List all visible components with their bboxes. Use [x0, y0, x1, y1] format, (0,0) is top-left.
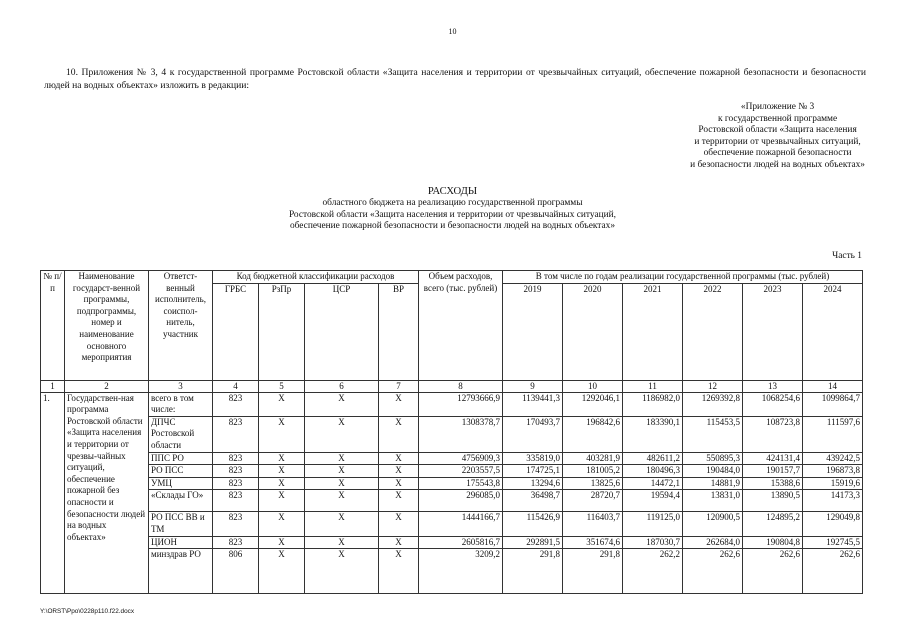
rzpr-cell: X — [259, 490, 305, 512]
executor-cell: УМЦ — [149, 477, 213, 490]
col-header-year: 2023 — [743, 283, 803, 380]
appendix-line: и безопасности людей на водных объектах» — [690, 159, 865, 170]
table-row — [41, 392, 863, 416]
appendix-caption — [690, 102, 865, 172]
col-header-budget-code: Код бюджетной классификации расходов — [213, 271, 419, 284]
year-value-cell: 424131,4 — [743, 452, 803, 465]
year-value-cell: 1068254,6 — [743, 392, 803, 416]
year-value-cell: 129049,8 — [803, 512, 863, 536]
year-value-cell: 13825,6 — [563, 477, 623, 490]
total-cell: 12793666,9 — [419, 392, 503, 416]
col-header-total: Объем расходов, всего (тыс. рублей) — [419, 271, 503, 381]
table-row — [41, 452, 863, 465]
vr-cell: X — [379, 549, 419, 594]
column-index: 2 — [65, 380, 149, 392]
total-cell: 175543,8 — [419, 477, 503, 490]
csr-cell: X — [305, 477, 379, 490]
year-value-cell: 28720,7 — [563, 490, 623, 512]
grbs-cell: 823 — [213, 392, 259, 416]
year-value-cell: 335819,0 — [503, 452, 563, 465]
column-index: 1 — [41, 380, 65, 392]
csr-cell: X — [305, 512, 379, 536]
column-index: 14 — [803, 380, 863, 392]
csr-cell: X — [305, 452, 379, 465]
vr-cell: X — [379, 512, 419, 536]
year-value-cell: 262,2 — [623, 549, 683, 594]
year-value-cell: 111597,6 — [803, 416, 863, 452]
heading-line: областного бюджета на реализацию государственной программы — [322, 197, 583, 208]
expenses-table — [40, 270, 863, 594]
column-index: 11 — [623, 380, 683, 392]
vr-cell: X — [379, 452, 419, 465]
col-header-years: В том числе по годам реализации государственной программы (тыс. рублей) — [503, 271, 863, 284]
table-row — [41, 465, 863, 478]
header-row — [41, 271, 863, 284]
grbs-cell: 806 — [213, 549, 259, 594]
year-value-cell: 19594,4 — [623, 490, 683, 512]
executor-cell: РО ПСС — [149, 465, 213, 478]
table-row — [41, 490, 863, 512]
program-name: Государствен-ная программа Ростовской области «Защита населения и территории от чрезвы-чайных ситуаций, обеспечение пожарной без опасности и безопасности людей на водных объектах» — [65, 392, 149, 594]
rzpr-cell: X — [259, 512, 305, 536]
total-cell: 4756909,3 — [419, 452, 503, 465]
vr-cell: X — [379, 536, 419, 549]
year-value-cell: 174725,1 — [503, 465, 563, 478]
csr-cell: X — [305, 536, 379, 549]
year-value-cell: 1186982,0 — [623, 392, 683, 416]
appendix-line: к государственной программе — [717, 113, 838, 124]
year-value-cell: 1292046,1 — [563, 392, 623, 416]
year-value-cell: 262,6 — [743, 549, 803, 594]
year-value-cell: 116403,7 — [563, 512, 623, 536]
year-value-cell: 170493,7 — [503, 416, 563, 452]
vr-cell: X — [379, 465, 419, 478]
column-index: 6 — [305, 380, 379, 392]
rzpr-cell: X — [259, 392, 305, 416]
year-value-cell: 108723,8 — [743, 416, 803, 452]
col-header-number: № п/п — [41, 271, 65, 381]
grbs-cell: 823 — [213, 536, 259, 549]
rzpr-cell: X — [259, 452, 305, 465]
column-index-row — [41, 380, 863, 392]
appendix-line: Ростовской области «Защита населения — [698, 125, 857, 136]
year-value-cell: 120900,5 — [683, 512, 743, 536]
row-number: 1. — [41, 392, 65, 594]
year-value-cell: 1099864,7 — [803, 392, 863, 416]
col-header-year: 2022 — [683, 283, 743, 380]
grbs-cell: 823 — [213, 465, 259, 478]
col-header-csr: ЦСР — [305, 283, 379, 380]
year-value-cell: 14173,3 — [803, 490, 863, 512]
heading-line: обеспечение пожарной безопасности и безопасности людей на водных объектах» — [289, 221, 616, 232]
column-index: 5 — [259, 380, 305, 392]
vr-cell: X — [379, 416, 419, 452]
vr-cell: X — [379, 490, 419, 512]
year-value-cell: 262,6 — [803, 549, 863, 594]
csr-cell: X — [305, 392, 379, 416]
heading-title: РАСХОДЫ — [427, 186, 478, 197]
column-index: 4 — [213, 380, 259, 392]
year-value-cell: 439242,5 — [803, 452, 863, 465]
year-value-cell: 262,6 — [683, 549, 743, 594]
executor-cell: ДПЧС Ростовской области — [149, 416, 213, 452]
grbs-cell: 823 — [213, 416, 259, 452]
column-index: 7 — [379, 380, 419, 392]
table-row — [41, 512, 863, 536]
table-body — [41, 392, 863, 594]
col-header-year: 2024 — [803, 283, 863, 380]
heading-line: Ростовской области «Защита населения и территории от чрезвычайных ситуаций, — [288, 209, 617, 220]
rzpr-cell: X — [259, 416, 305, 452]
col-header-year: 2019 — [503, 283, 563, 380]
total-cell: 296085,0 — [419, 490, 503, 512]
year-value-cell: 13890,5 — [743, 490, 803, 512]
col-header-name: Наименование государст-венной программы, подпрограммы, номер и наименование основного мероприятия — [65, 271, 149, 381]
grbs-cell: 823 — [213, 512, 259, 536]
year-value-cell: 262684,0 — [683, 536, 743, 549]
appendix-line: и территории от чрезвычайных ситуаций, — [694, 136, 861, 147]
column-index: 12 — [683, 380, 743, 392]
year-value-cell: 403281,9 — [563, 452, 623, 465]
year-value-cell: 196873,8 — [803, 465, 863, 478]
year-value-cell: 550895,3 — [683, 452, 743, 465]
year-value-cell: 351674,6 — [563, 536, 623, 549]
appendix-line: обеспечение пожарной безопасности — [703, 148, 852, 159]
executor-cell: ЦИОН — [149, 536, 213, 549]
rzpr-cell: X — [259, 549, 305, 594]
total-cell: 3209,2 — [419, 549, 503, 594]
vr-cell: X — [379, 477, 419, 490]
year-value-cell: 183390,1 — [623, 416, 683, 452]
vr-cell: X — [379, 392, 419, 416]
year-value-cell: 291,8 — [563, 549, 623, 594]
executor-cell: «Склады ГО» — [149, 490, 213, 512]
year-value-cell: 187030,7 — [623, 536, 683, 549]
year-value-cell: 1139441,3 — [503, 392, 563, 416]
year-value-cell: 36498,7 — [503, 490, 563, 512]
document-heading — [0, 186, 905, 233]
total-cell: 2605816,7 — [419, 536, 503, 549]
executor-cell: РО ПСС ВВ и ТМ — [149, 512, 213, 536]
col-header-year: 2021 — [623, 283, 683, 380]
year-value-cell: 13294,6 — [503, 477, 563, 490]
grbs-cell: 823 — [213, 452, 259, 465]
year-value-cell: 190484,0 — [683, 465, 743, 478]
executor-cell: минздрав РО — [149, 549, 213, 594]
year-value-cell: 13831,0 — [683, 490, 743, 512]
col-header-vr: ВР — [379, 283, 419, 380]
total-cell: 1308378,7 — [419, 416, 503, 452]
csr-cell: X — [305, 465, 379, 478]
year-value-cell: 1269392,8 — [683, 392, 743, 416]
page-number: 10 — [448, 27, 457, 36]
table-row — [41, 477, 863, 490]
rzpr-cell: X — [259, 465, 305, 478]
csr-cell: X — [305, 416, 379, 452]
col-header-rzpr: РзПр — [259, 283, 305, 380]
column-index: 9 — [503, 380, 563, 392]
executor-cell: всего в том числе: — [149, 392, 213, 416]
year-value-cell: 292891,5 — [503, 536, 563, 549]
total-cell: 1444166,7 — [419, 512, 503, 536]
column-index: 3 — [149, 380, 213, 392]
grbs-cell: 823 — [213, 490, 259, 512]
file-path-footer: Y:\ORST\Ppo\0228p110.f22.docx — [40, 608, 135, 615]
year-value-cell: 14881,9 — [683, 477, 743, 490]
part-label: Часть 1 — [832, 251, 862, 261]
year-value-cell: 192745,5 — [803, 536, 863, 549]
grbs-cell: 823 — [213, 477, 259, 490]
csr-cell: X — [305, 549, 379, 594]
intro-paragraph: 10. Приложения № 3, 4 к государственной программе Ростовской области «Защита населения и территории от чрезвычайных ситуаций, обеспечение пожарной безопасности и безопасности людей на водных объектах» изложить в редакции: — [44, 67, 866, 91]
rzpr-cell: X — [259, 536, 305, 549]
column-index: 13 — [743, 380, 803, 392]
year-value-cell: 119125,0 — [623, 512, 683, 536]
year-value-cell: 124895,2 — [743, 512, 803, 536]
year-value-cell: 190157,7 — [743, 465, 803, 478]
year-value-cell: 14472,1 — [623, 477, 683, 490]
table-row — [41, 549, 863, 594]
year-value-cell: 115453,5 — [683, 416, 743, 452]
csr-cell: X — [305, 490, 379, 512]
column-index: 10 — [563, 380, 623, 392]
year-value-cell: 291,8 — [503, 549, 563, 594]
year-value-cell: 15919,6 — [803, 477, 863, 490]
column-index: 8 — [419, 380, 503, 392]
col-header-grbs: ГРБС — [213, 283, 259, 380]
col-header-executor: Ответст-венный исполнитель, соиспол-нитель, участник — [149, 271, 213, 381]
year-value-cell: 181005,2 — [563, 465, 623, 478]
appendix-line: «Приложение № 3 — [740, 102, 815, 112]
year-value-cell: 115426,9 — [503, 512, 563, 536]
year-value-cell: 190804,8 — [743, 536, 803, 549]
year-value-cell: 482611,2 — [623, 452, 683, 465]
year-value-cell: 180496,3 — [623, 465, 683, 478]
table-row — [41, 416, 863, 452]
col-header-year: 2020 — [563, 283, 623, 380]
year-value-cell: 15388,6 — [743, 477, 803, 490]
rzpr-cell: X — [259, 477, 305, 490]
executor-cell: ППС РО — [149, 452, 213, 465]
table-row — [41, 536, 863, 549]
total-cell: 2203557,5 — [419, 465, 503, 478]
year-value-cell: 196842,6 — [563, 416, 623, 452]
